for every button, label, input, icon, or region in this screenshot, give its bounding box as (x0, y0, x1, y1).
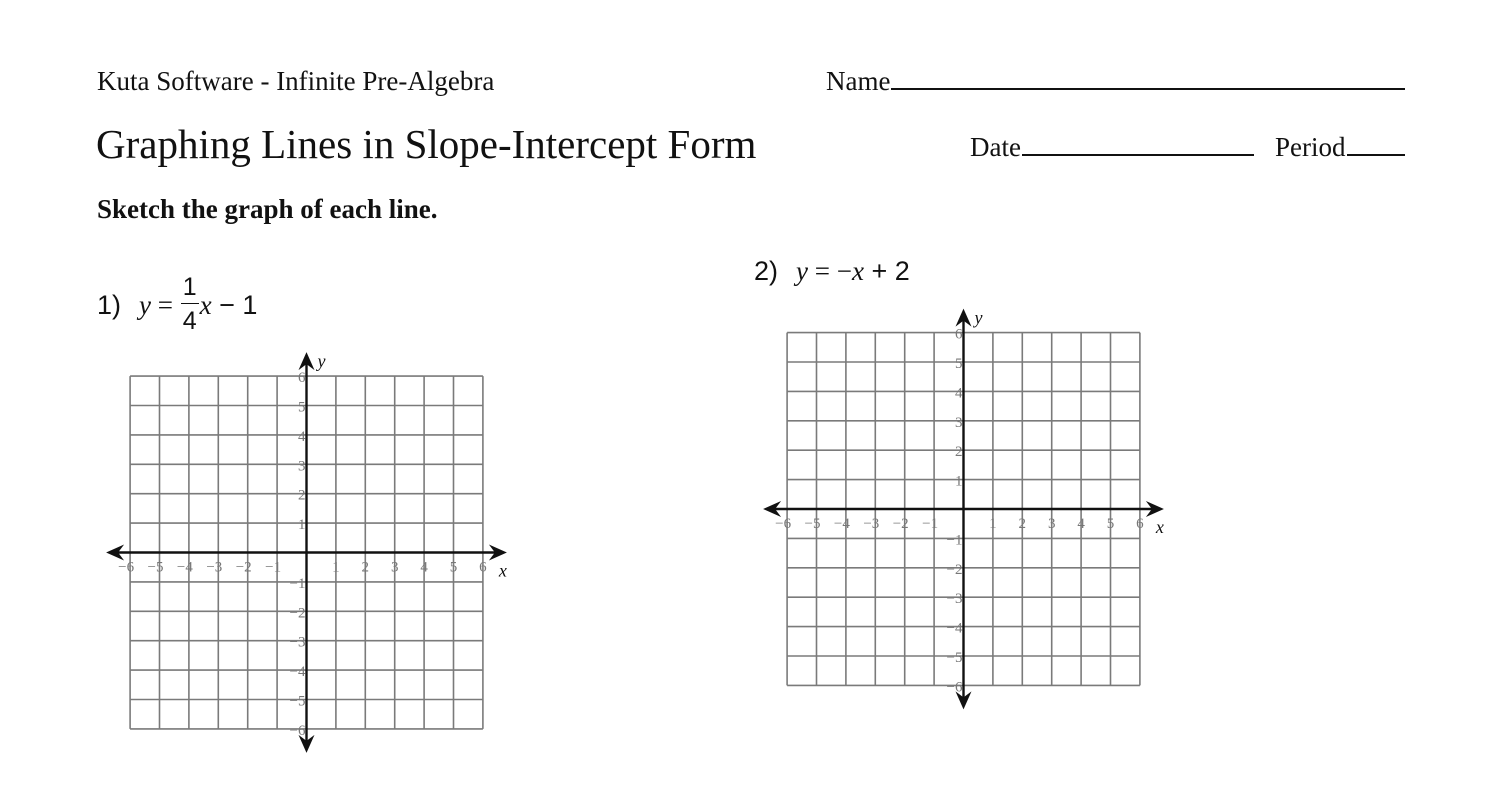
x-tick-label: 2 (1018, 516, 1027, 532)
y-tick-label: −5 (289, 693, 306, 710)
x-tick-label: −5 (804, 516, 821, 532)
x-axis-label: x (1155, 517, 1164, 537)
eq-const: − 1 (211, 289, 258, 320)
axes (763, 309, 1164, 710)
y-tick-label: −1 (289, 575, 306, 592)
y-tick-label: −6 (946, 679, 963, 696)
eq-equals: = − (808, 256, 852, 286)
y-tick-label: −1 (946, 532, 963, 549)
y-tick-label: −4 (946, 620, 963, 637)
x-tick-label: 6 (1136, 516, 1144, 532)
y-axis-label: y (317, 351, 326, 372)
fraction-denominator: 4 (182, 307, 197, 335)
y-tick-label: 3 (298, 458, 306, 475)
instructions: Sketch the graph of each line. (97, 194, 438, 224)
y-tick-label: 6 (955, 326, 963, 343)
x-tick-label: −1 (922, 516, 939, 532)
fraction-numerator: 1 (181, 275, 199, 304)
y-axis-label: y (974, 307, 983, 328)
x-tick-label: −4 (176, 559, 193, 576)
y-tick-label: 2 (298, 487, 306, 504)
x-tick-label: 4 (1077, 516, 1085, 532)
x-tick-label: −3 (863, 516, 880, 532)
period-label: Period (1275, 132, 1346, 162)
x-tick-label: 5 (1106, 516, 1115, 532)
publisher-header: Kuta Software - Infinite Pre-Algebra (97, 66, 495, 96)
x-tick-label: 5 (449, 559, 458, 576)
x-tick-label: −2 (235, 559, 252, 576)
eq-var: x (199, 289, 212, 320)
y-tick-label: −4 (289, 664, 306, 681)
y-tick-label: −3 (946, 591, 963, 608)
tick-labels (775, 327, 1144, 696)
x-tick-label: 3 (390, 559, 399, 576)
eq-var: x (851, 256, 864, 286)
x-tick-label: 3 (1047, 516, 1056, 532)
name-label: Name (826, 66, 891, 96)
x-tick-label: −6 (775, 516, 792, 532)
problem-number: 1) (97, 289, 122, 320)
y-tick-label: 4 (298, 428, 306, 445)
y-tick-label: 5 (298, 399, 306, 416)
date-label: Date (970, 132, 1021, 162)
x-tick-label: 1 (332, 559, 340, 576)
eq-lhs: y (139, 289, 151, 320)
x-tick-label: 2 (361, 559, 370, 576)
y-tick-label: 3 (955, 414, 963, 431)
y-tick-label: −2 (289, 605, 306, 622)
y-tick-label: −3 (289, 634, 306, 651)
x-tick-label: 6 (479, 559, 487, 576)
y-tick-label: 5 (955, 356, 963, 372)
x-tick-label: −1 (265, 559, 282, 576)
x-tick-label: −4 (833, 516, 850, 532)
eq-lhs: y (796, 256, 808, 286)
x-tick-label: 1 (989, 516, 997, 532)
y-tick-label: 6 (298, 370, 306, 387)
y-tick-label: 1 (955, 473, 963, 490)
y-tick-label: 2 (955, 444, 963, 461)
x-tick-label: −6 (118, 559, 135, 576)
y-tick-label: −5 (946, 650, 963, 666)
eq-equals: = (151, 289, 180, 320)
x-tick-label: −3 (206, 559, 223, 576)
y-tick-label: 4 (955, 385, 963, 402)
x-axis-label: x (498, 560, 507, 581)
worksheet-title: Graphing Lines in Slope-Intercept Form (96, 121, 757, 167)
y-tick-label: −2 (946, 561, 963, 578)
eq-const: + 2 (863, 256, 910, 286)
y-tick-label: 1 (298, 517, 306, 534)
x-tick-label: 4 (420, 559, 428, 576)
problem-number: 2) (754, 256, 779, 286)
x-tick-label: −2 (892, 516, 909, 532)
x-tick-label: −5 (147, 559, 164, 576)
y-tick-label: −6 (289, 722, 306, 739)
